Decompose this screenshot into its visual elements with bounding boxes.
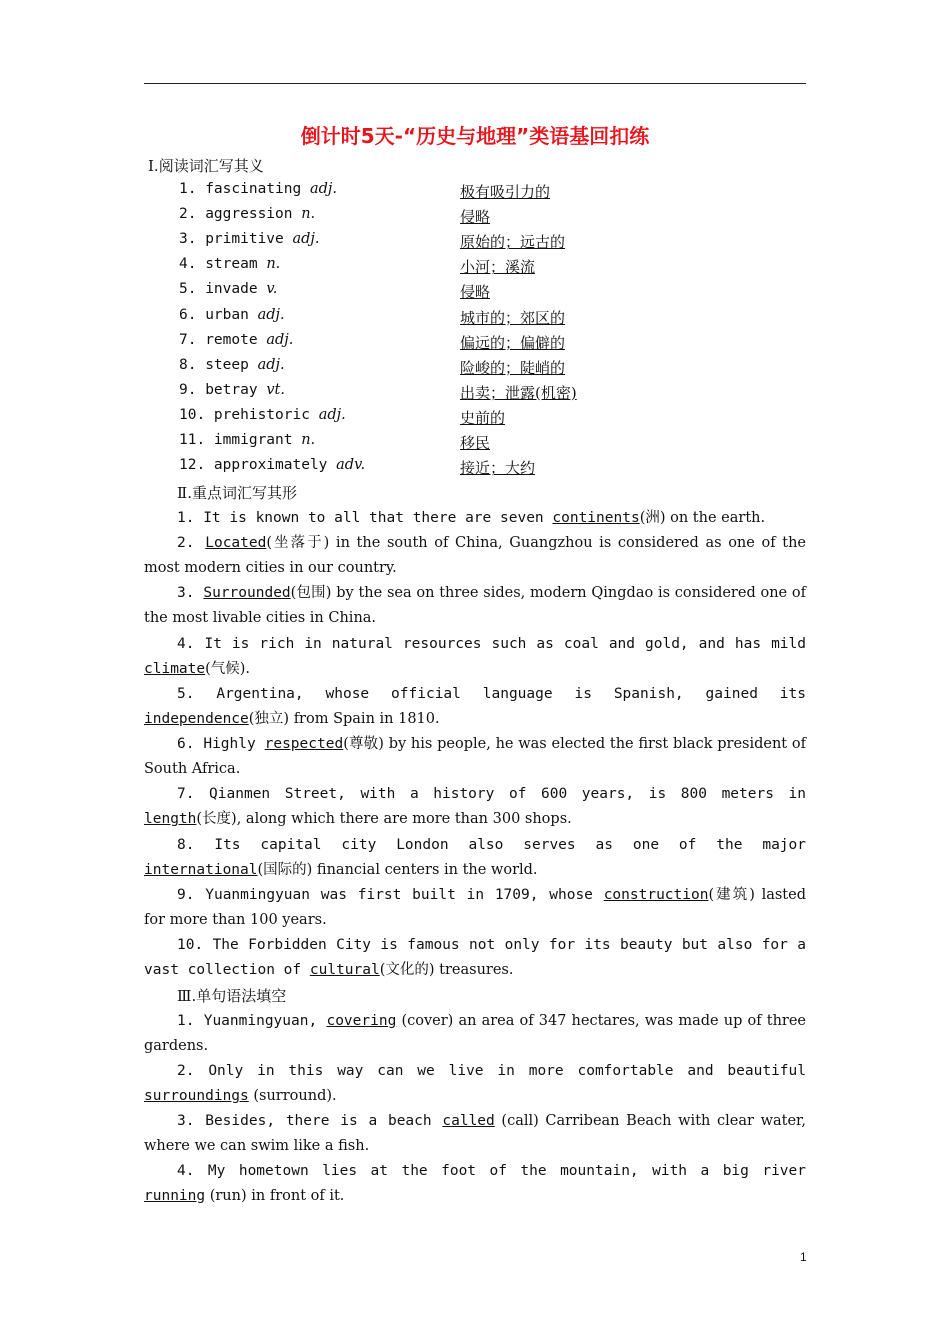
vocab-word: 9. betray vt. [179,381,285,398]
vocab-pos: adj. [257,306,285,323]
word-form-answer: cultural [309,962,380,979]
vocab-meaning-answer: 出卖；泄露(机密) [460,383,577,402]
vocab-row [179,307,806,329]
vocab-row [179,407,806,429]
word-form-item: 10. The Forbidden City is famous not only for its beauty but also for a vast collection of cultural(文化的) treasures. [144,937,806,979]
vocab-word: 3. primitive adj. [179,231,320,248]
word-form-answer: independence [144,711,249,728]
word-form-item: 3. Surrounded(包围) by the sea on three sides, modern Qingdao is considered one of the most livable cities in China. [144,585,806,627]
word-form-rest: (长度), along which there are more than 300 shops. [196,811,572,828]
vocab-word: 12. approximately adv. [179,457,366,474]
section-2-heading: Ⅱ.重点词汇写其形 [177,484,297,502]
vocab-meaning-answer: 小河；溪流 [460,258,536,277]
word-form-item: 2. Located(坐落于) in the south of China, Guangzhou is considered as one of the most modern cities in our country. [144,535,806,577]
vocab-meaning-answer: 史前的 [460,408,506,427]
word-form-rest: (国际的) financial centers in the world. [257,862,538,879]
word-form-item: 4. It is rich in natural resources such as coal and gold, and has mild climate(气候). [144,636,806,678]
vocab-row [179,181,806,203]
vocab-pos: v. [266,281,278,298]
grammar-fill-answer: running [144,1188,206,1205]
vocab-word: 7. remote adj. [179,331,294,348]
grammar-fill-rest: (cover) an area of 347 hectares, was made up of three gardens. [144,1013,807,1055]
grammar-fill-item: 3. Besides, there is a beach called (call) Carribean Beach with clear water, where we can swim like a fish. [144,1113,806,1155]
grammar-fill-item: 4. My hometown lies at the foot of the mountain, with a big river running (run) in front of it. [144,1163,806,1205]
grammar-fill-answer: covering [326,1013,397,1029]
vocab-meaning-answer: 险峻的；陡峭的 [460,358,566,377]
grammar-fill-rest: (call) Carribean Beach with clear water, where we can swim like a fish. [144,1113,806,1155]
word-form-item: 5. Argentina, whose official language is Spanish, gained its independence(独立) from Spain in 1810. [144,686,806,728]
vocab-meaning-answer: 侵略 [460,208,491,227]
vocab-row [179,281,806,303]
vocab-word: 2. aggression n. [179,206,316,223]
word-form-answer: Located [205,535,267,551]
word-form-item: 7. Qianmen Street, with a history of 600 years, is 800 meters in length(长度), along which there are more than 300 shops. [144,786,806,828]
grammar-fill-rest: (surround). [248,1088,337,1105]
vocab-pos: adj. [257,356,285,373]
vocab-row [179,206,806,228]
vocab-meaning-answer: 接近；大约 [460,459,536,478]
section-1-heading: Ⅰ.阅读词汇写其义 [148,157,264,175]
vocab-meaning-answer: 侵略 [460,283,491,302]
vocab-row [179,457,806,479]
header-rule [144,83,806,84]
word-form-rest: (文化的) treasures. [379,962,514,979]
vocab-pos: n. [266,256,281,273]
vocab-row [179,357,806,379]
word-form-rest: (建筑) lasted for more than 100 years. [144,887,806,929]
vocab-row [179,256,806,278]
word-form-rest: (坐落于) in the south of China, Guangzhou is considered as one of the most modern cities in our country. [144,535,806,577]
section-3-heading: Ⅲ.单句语法填空 [177,987,287,1005]
vocab-pos: n. [301,432,316,448]
vocab-word: 1. fascinating adj. [179,181,337,197]
word-form-answer: respected [264,736,344,752]
vocab-row [179,432,806,454]
vocab-pos: adj. [292,231,320,248]
word-form-rest: (尊敬) by his people, he was elected the first black president of South Africa. [144,736,806,778]
vocab-pos: adj. [309,181,337,197]
vocab-row [179,231,806,253]
vocab-word: 8. steep adj. [179,356,285,373]
vocab-pos: adj. [266,331,294,348]
vocab-meaning-answer: 极有吸引力的 [460,183,551,201]
vocab-meaning-answer: 原始的；远古的 [460,233,566,252]
vocab-meaning-answer: 偏远的；偏僻的 [460,333,566,352]
vocab-word: 6. urban adj. [179,306,285,323]
vocab-row [179,332,806,354]
grammar-fill-item: 1. Yuanmingyuan, covering (cover) an area of 347 hectares, was made up of three gardens. [144,1013,807,1055]
vocab-pos: n. [301,206,316,223]
vocab-pos: adv. [336,457,366,474]
word-form-answer: continents [552,510,640,526]
vocab-word: 5. invade v. [179,281,278,298]
grammar-fill-answer: called [442,1113,495,1129]
grammar-fill-item: 2. Only in this way can we live in more comfortable and beautiful surroundings (surround). [144,1063,806,1105]
word-form-item: 9. Yuanmingyuan was first built in 1709, whose construction(建筑) lasted for more than 100 years. [144,887,806,929]
vocab-pos: adj. [318,406,346,423]
grammar-fill-rest: (run) in front of it. [205,1188,345,1205]
word-form-rest: (包围) by the sea on three sides, modern Qingdao is considered one of the most livable cities in China. [144,585,806,627]
vocab-row [179,382,806,404]
word-form-answer: construction [603,887,709,903]
word-form-answer: length [144,811,197,828]
word-form-item: 1. It is known to all that there are seven continents(洲) on the earth. [177,510,766,526]
word-form-item: 6. Highly respected(尊敬) by his people, he was elected the first black president of South Africa. [144,736,806,778]
page-title: 倒计时5天-“历史与地理”类语基回扣练 [300,124,650,148]
page-number: 1 [800,1250,807,1264]
vocab-pos: vt. [266,381,285,398]
vocab-word: 4. stream n. [179,256,281,273]
word-form-rest: (洲) on the earth. [639,510,766,526]
word-form-answer: Surrounded [203,585,291,601]
word-form-answer: international [144,862,258,879]
vocab-word: 11. immigrant n. [179,432,316,448]
word-form-item: 8. Its capital city London also serves as one of the major international(国际的) financial centers in the world. [144,837,806,879]
word-form-rest: (独立) from Spain in 1810. [248,711,440,728]
vocab-meaning-answer: 城市的；郊区的 [460,308,566,327]
grammar-fill-answer: surroundings [144,1088,249,1105]
vocab-meaning-answer: 移民 [460,434,491,452]
word-form-rest: (气候). [205,661,251,678]
word-form-answer: climate [144,661,206,678]
vocab-word: 10. prehistoric adj. [179,406,346,423]
